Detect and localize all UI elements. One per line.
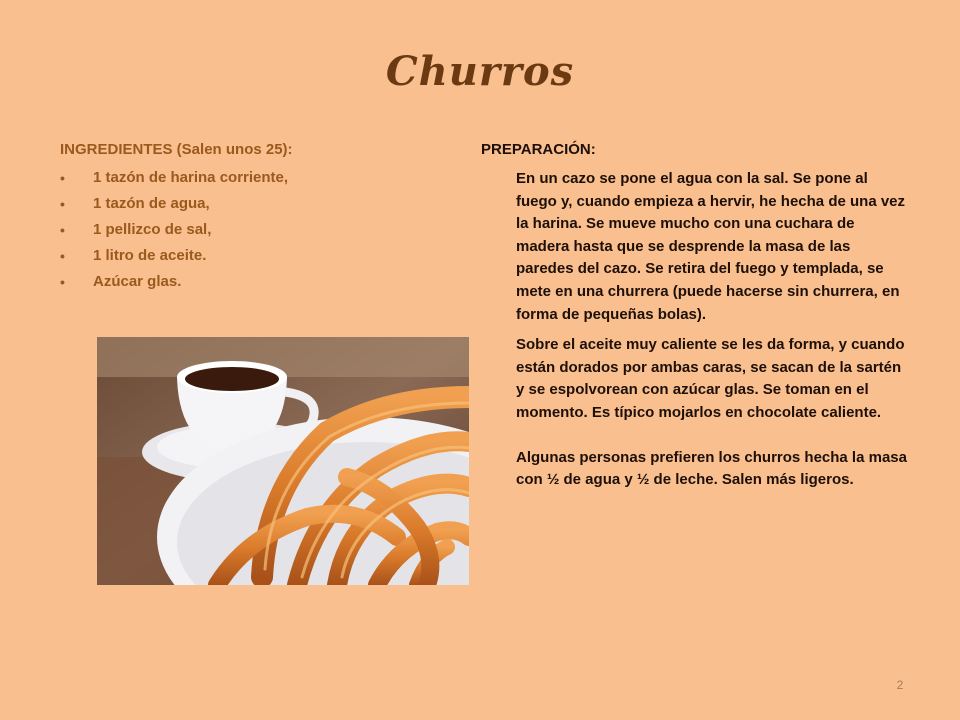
list-item	[60, 220, 288, 246]
ingredient-text: Azúcar glas.	[93, 273, 182, 290]
list-item	[60, 194, 288, 220]
ingredient-text: 1 tazón de agua,	[93, 195, 210, 212]
ingredients-list	[60, 168, 288, 298]
bullet-icon: •	[60, 222, 65, 238]
bullet-icon: •	[60, 248, 65, 264]
page-number: 2	[896, 678, 904, 692]
list-item	[60, 272, 288, 298]
bullet-icon: •	[60, 274, 65, 290]
ingredients-heading: INGREDIENTES (Salen unos 25):	[60, 141, 293, 158]
churros-illustration	[97, 337, 469, 585]
list-item	[60, 246, 288, 272]
slide-title: Churros	[385, 48, 575, 95]
preparation-body	[516, 168, 908, 500]
list-item	[60, 168, 288, 194]
preparation-heading: PREPARACIÓN:	[481, 141, 596, 158]
preparation-paragraph: En un cazo se pone el agua con la sal. Se pone al fuego y, cuando empieza a hervir, he hecha de una vez la harina. Se mueve mucho con una cuchara de madera hasta que se desprende la masa de las paredes del cazo. Se retira del fuego y templada, se mete en una churrera (puede hacerse sin churrera, en forma de pequeñas bolas).	[516, 170, 906, 323]
ingredient-text: 1 tazón de harina corriente,	[93, 169, 289, 186]
ingredient-text: 1 pellizco de sal,	[93, 221, 212, 238]
bullet-icon: •	[60, 170, 65, 186]
ingredient-text: 1 litro de aceite.	[93, 247, 207, 264]
churros-photo	[97, 337, 469, 585]
preparation-paragraph: Sobre el aceite muy caliente se les da forma, y cuando están dorados por ambas caras, se sacan de la sartén y se espolvorean con azúcar glas. Se toman en el momento. Es típico mojarlos en chocolate caliente.	[516, 336, 905, 421]
bullet-icon: •	[60, 196, 65, 212]
preparation-paragraph: Algunas personas prefieren los churros hecha la masa con ½ de agua y ½ de leche. Salen más ligeros.	[516, 448, 907, 489]
